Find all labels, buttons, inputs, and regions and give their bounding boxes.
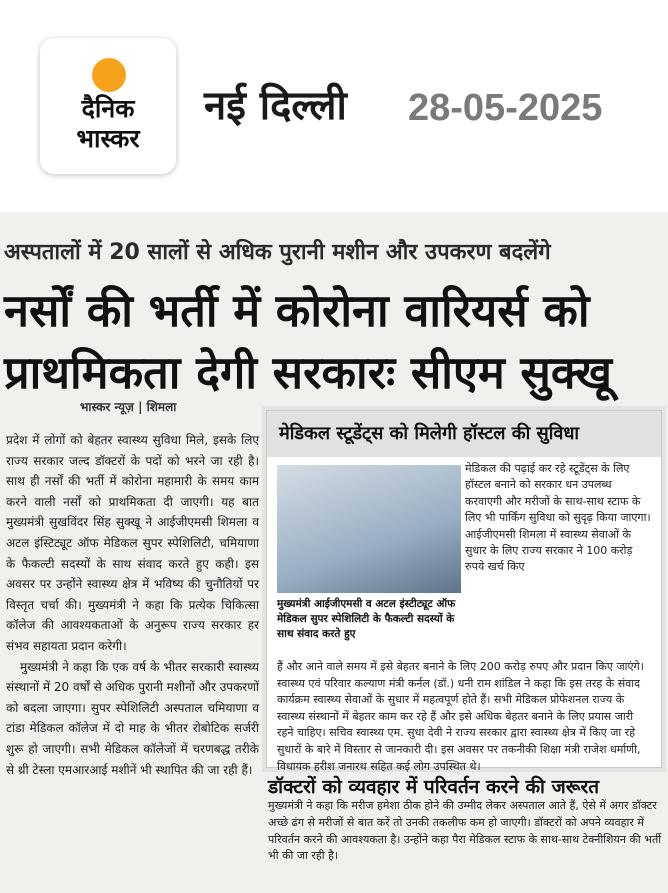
section-2-heading: डॉक्टरों को व्यवहार में परिवर्तन करने की जरूरत [268, 776, 600, 798]
section-2-body: मुख्यमंत्री ने कहा कि मरीज हमेशा ठीक होने की उम्मीद लेकर अस्पताल आते हैं, ऐसे में अगर डॉक्टर अच्छे ढंग से मरीजों से बात करें तो उनकी तकलीफ कम हो जाएगी। डॉक्टरों को अपने व्यवहार में परिवर्तन करने की आवश्यकता है। उन्होंने कहा पैरा मेडिकल स्टाफ के साथ-साथ टेक्नीशियन की भर्ती भी की जा रही है। [268, 799, 662, 863]
edition-city: नई दिल्ली [204, 83, 347, 129]
headline-line-2: प्राथमिकता देगी सरकारः सीएम सुक्खू [4, 346, 612, 399]
article-left-column [6, 430, 259, 882]
sun-icon [92, 58, 126, 92]
paragraph-2: मुख्यमंत्री ने कहा कि एक वर्ष के भीतर सरकारी स्वास्थ्य संस्थानों में 20 वर्षों से अधिक पुरानी मशीनों और उपकरणों को बदला जाएगा। सुपर स्पेशिलिटी अस्पताल चमियाणा व टांडा मेडिकल कॉलेज में दो माह के भीतर रोबोटिक सर्जरी शुरू हो जाएगी। सभी मेडिकल कॉलेजों में चरणबद्ध तरीके से थ्री टेस्ला एमआरआई मशीनें भी स्थापित की जा रही हैं। [6, 659, 259, 777]
hostel-info-box [266, 410, 662, 773]
byline: भास्कर न्यूज़ | शिमला [80, 400, 177, 414]
paragraph-1: प्रदेश में लोगों को बेहतर स्वास्थ्य सुविधा मिले, इसके लिए राज्य सरकार जल्द डॉक्टरों के पदों को भरने जा रही है। साथ ही नर्सों की भर्ती में कोरोना महामारी के समय काम करने वाली नर्सों को प्राथमिकता दी जाएगी। यह बात मुख्यमंत्री सुखविंदर सिंह सुक्खू ने आईजीएमसी शिमला व अटल इंस्टिट्यूट ऑफ मेडिकल सुपर स्पेशिलिटी, चमियाणा के फैकल्टी सदस्यों के साथ संवाद करते हुए कही। इस अवसर पर उन्होंने स्वास्थ्य क्षेत्र में भविष्य की चुनौतियों पर विस्तृत चर्चा की। मुख्यमंत्री ने कहा कि प्रत्येक चिकित्सा कॉलेज की आवश्यकताओं के अनुरूप राज्य सरकार हर संभव सहायता प्रदान करेगी। [6, 433, 259, 653]
photo-caption: मुख्यमंत्री आईजीएमसी व अटल इंस्टीट्यूट ऑफ मेडिकल सुपर स्पेशिलिटी के फैकल्टी सदस्यों के साथ संवाद करते हुए [277, 598, 456, 640]
box-text-right: मेडिकल की पढ़ाई कर रहे स्टूडेंट्स के लिए हॉस्टल बनाने को सरकार धन उपलब्ध करवाएगी और मरीजों के साथ-साथ स्टाफ के लिए भी पार्किंग सुविधा को सुदृढ़ किया जाएगा। आईजीएमसी शिमला में स्वास्थ्य सेवाओं के सुधार के लिए राज्य सरकार ने 100 करोड़ रुपये खर्च किए [465, 462, 651, 574]
header-bar [0, 0, 668, 200]
dainik-bhaskar-logo [40, 38, 176, 174]
box-text-bottom: हैं और आने वाले समय में इसे बेहतर बनाने के लिए 200 करोड़ रुपए और प्रदान किए जाएंगे। स्वास्थ्य एवं परिवार कल्याण मंत्री कर्नल (डॉ.) धनी राम शांडिल ने कहा कि इस तरह के संवाद कार्यक्रम स्वास्थ्य सेवाओं के सुधार में महत्वपूर्ण होते हैं। सभी मेडिकल प्रोफेशनल राज्य के स्वास्थ्य संस्थानों में बेहतर काम कर रहे हैं और इसे अधिक बेहतर बनाने के लिए प्रयास जारी रहने चाहिए। सचिव स्वास्थ्य एम. सुधा देवी ने राज्य सरकार द्वारा स्वास्थ्य क्षेत्र में किए जा रहे सुधारों के बारे में विस्तार से जानकारी दी। इस अवसर पर तकनीकी शिक्षा मंत्री राजेश धर्माणी, विधायक हरीश जनारथ सहित कई लोग उपस्थित थे। [277, 660, 644, 773]
news-photo [277, 465, 461, 593]
logo-text-line2: भास्कर [76, 124, 140, 153]
headline-line-1: नर्सों की भर्ती में कोरोना वारियर्स को [4, 284, 590, 337]
box-title: मेडिकल स्टूडेंट्स को मिलेगी हॉस्टल की सुविधा [267, 411, 661, 457]
logo-text-line1: दैनिक [81, 94, 135, 123]
article-subhead: अस्पतालों में 20 सालों से अधिक पुरानी मशीन और उपकरण बदलेंगे [4, 240, 551, 265]
edition-date: 28-05-2025 [408, 87, 603, 129]
